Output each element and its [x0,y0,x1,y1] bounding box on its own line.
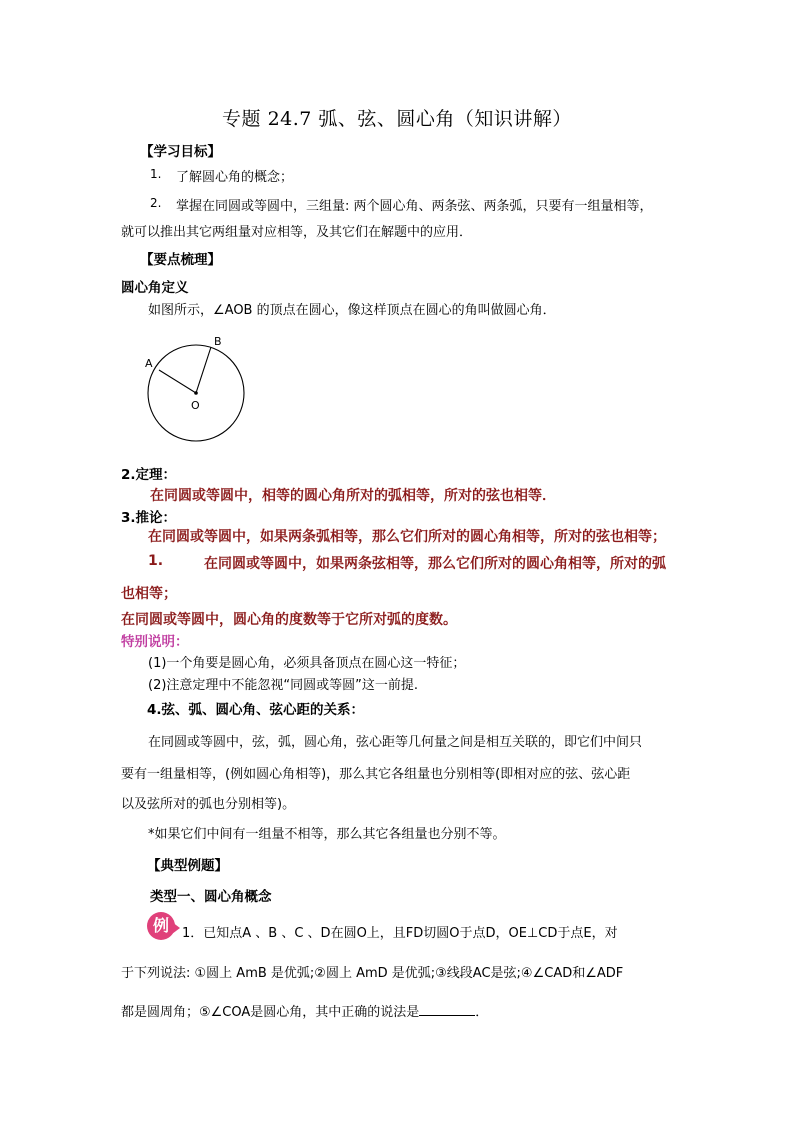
special-note-heading: 特别说明： [121,634,189,650]
goal-1-num: 1. [150,167,162,181]
corollary-1: 在同圆或等圆中，如果两条弧相等，那么它们所对的圆心角相等，所对的弦也相等； [148,529,666,545]
relation-p1: 在同圆或等圆中，弦，弧，圆心角，弦心距等几何量之间是相互关联的，即它们中间只 [148,735,643,750]
question-line-3 [121,1001,488,1020]
theorem-heading: 2.定理： [121,467,177,483]
corollary-2-num: 1. [148,553,164,569]
type-1-heading: 类型一、圆心角概念 [150,889,272,905]
definition-text: 如图所示，∠AOB 的顶点在圆心，像这样顶点在圆心的角叫做圆心角． [148,303,556,318]
example-badge-icon: 例 [147,912,175,940]
question-line-1: 1．已知点A 、B 、C 、D在圆O上，且FD切圆O于点D，OE⊥CD于点E，对 [182,926,618,941]
question-line-3-text: 都是圆周角；⑤∠COA是圆心角，其中正确的说法是 [121,1005,420,1020]
corollary-2: 在同圆或等圆中，如果两条弦相等，那么它们所对的圆心角相等，所对的弧 [204,556,666,572]
special-note-1: (1)一个角要是圆心角，必须具备顶点在圆心这一特征； [148,656,466,671]
radius-oa [159,370,196,393]
goal-1-text: 了解圆心角的概念； [176,170,294,185]
center-point [194,391,198,395]
corollary-2-cont: 也相等； [121,586,177,602]
label-b: B [214,335,222,348]
label-o: O [191,399,200,412]
key-points-heading: 【要点梳理】 [140,252,221,268]
question-line-3-end: ． [475,1005,489,1020]
label-a: A [145,357,153,370]
definition-heading: 圆心角定义 [121,280,189,296]
question-line-2: 于下列说法: ①圆上 AmB 是优弧;②圆上 AmD 是优弧;③线段AC是弦;④∠CAD和∠ADF [121,966,624,981]
relation-p4: *如果它们中间有一组量不相等，那么其它各组量也分别不等。 [148,827,506,842]
theorem-text: 在同圆或等圆中，相等的圆心角所对的弧相等，所对的弦也相等． [150,488,556,504]
special-note-2: (2)注意定理中不能忽视“同圆或等圆”这一前提. [148,678,419,693]
corollary-heading: 3.推论： [121,510,177,526]
relation-p2: 要有一组量相等，(例如圆心角相等)，那么其它各组量也分别相等(即相对应的弦、弦心距 [121,767,631,782]
learning-goals-heading: 【学习目标】 [140,144,221,160]
goal-2-cont: 就可以推出其它两组量对应相等，及其它们在解题中的应用． [121,225,473,240]
goal-2-num: 2. [150,196,162,210]
page-title: 专题 24.7 弧、弦、圆心角（知识讲解） [222,108,572,130]
corollary-3: 在同圆或等圆中，圆心角的度数等于它所对弧的度数。 [121,612,457,628]
relation-p3: 以及弦所对的弧也分别相等)。 [121,797,296,812]
circle-figure [140,330,255,450]
radius-ob [196,347,211,393]
relation-heading: 4.弦、弧、圆心角、弦心距的关系： [147,702,365,718]
examples-heading: 【典型例题】 [147,858,228,874]
goal-2-text: 掌握在同圆或等圆中，三组量: 两个圆心角、两条弦、两条弧，只要有一组量相等， [176,199,653,214]
answer-blank [419,1003,475,1016]
